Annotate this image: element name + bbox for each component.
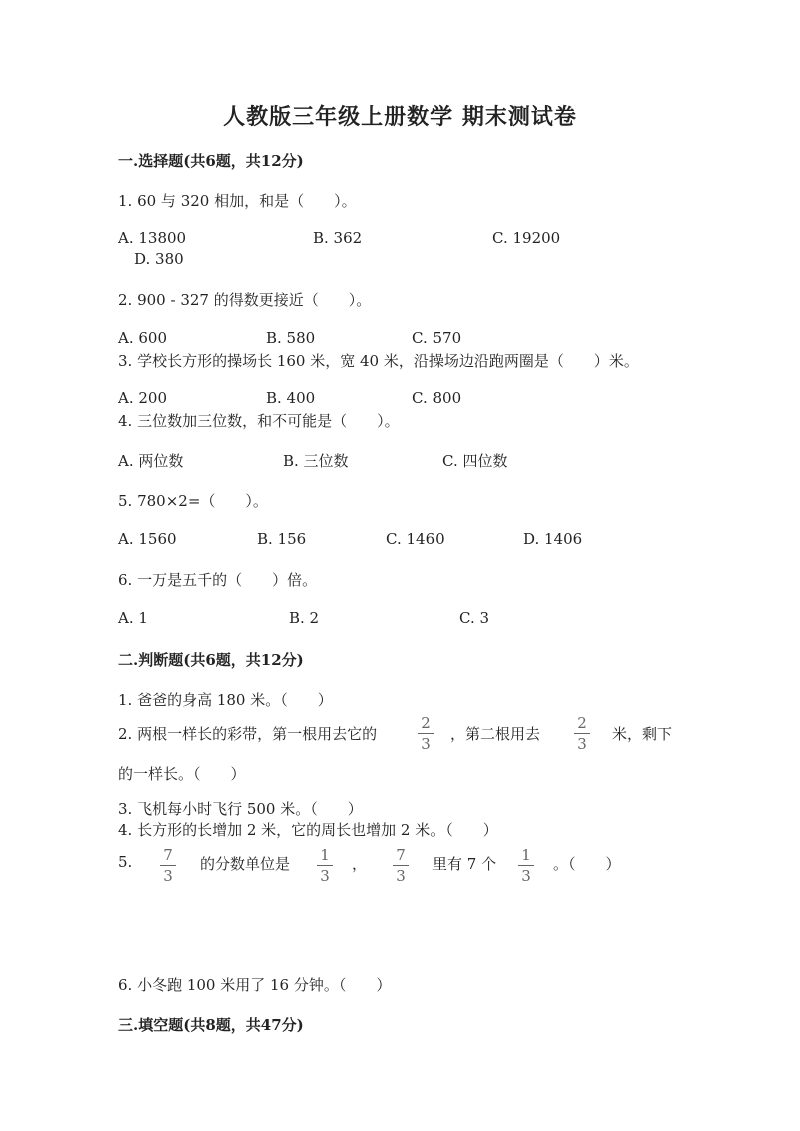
judge-question-5-number: 5. bbox=[118, 853, 133, 871]
judge-question-5-text2: 里有 7 个 bbox=[432, 855, 497, 873]
question-5: 5. 780×2=（ ）。 bbox=[118, 492, 268, 510]
option-a: A. 1 bbox=[118, 609, 148, 627]
judge-question-1: 1. 爸爸的身高 180 米。（ ） bbox=[118, 691, 333, 709]
option-b: B. 三位数 bbox=[283, 452, 349, 470]
judge-question-5-end: 。（ ） bbox=[553, 855, 621, 873]
option-b: B. 400 bbox=[266, 389, 316, 407]
option-d: D. 1406 bbox=[523, 530, 583, 548]
judge-question-2-part2: ，第二根用去 bbox=[450, 725, 541, 743]
option-b: B. 362 bbox=[313, 229, 363, 247]
fraction: 7 3 bbox=[160, 847, 176, 884]
option-b: B. 156 bbox=[257, 530, 307, 548]
section-heading-judge: 二.判断题(共6题，共12分) bbox=[118, 651, 304, 669]
judge-question-2-part1: 2. 两根一样长的彩带，第一根用去它的 bbox=[118, 725, 378, 743]
option-c: C. 1460 bbox=[386, 530, 445, 548]
fraction: 7 3 bbox=[393, 847, 409, 884]
option-d: D. 380 bbox=[134, 250, 184, 268]
option-b: B. 2 bbox=[289, 609, 320, 627]
option-a: A. 600 bbox=[118, 329, 167, 347]
fraction: 2 3 bbox=[418, 715, 434, 752]
judge-question-5-text1: 的分数单位是 bbox=[200, 855, 291, 873]
question-6: 6. 一万是五千的（ ）倍。 bbox=[118, 571, 318, 589]
option-c: C. 800 bbox=[412, 389, 462, 407]
section-heading-fill: 三.填空题(共8题，共47分) bbox=[118, 1016, 304, 1034]
fraction: 1 3 bbox=[518, 847, 534, 884]
option-a: A. 200 bbox=[118, 389, 167, 407]
option-a: A. 两位数 bbox=[118, 452, 184, 470]
judge-question-2-part3: 米，剩下 bbox=[612, 725, 673, 743]
section-heading-choice: 一.选择题(共6题，共12分) bbox=[118, 152, 304, 170]
question-2: 2. 900 - 327 的得数更接近（ ）。 bbox=[118, 291, 372, 309]
judge-question-6: 6. 小冬跑 100 米用了 16 分钟。（ ） bbox=[118, 976, 392, 994]
option-a: A. 13800 bbox=[118, 229, 187, 247]
judge-question-2-line2: 的一样长。（ ） bbox=[118, 765, 246, 783]
option-c: C. 3 bbox=[459, 609, 490, 627]
option-c: C. 19200 bbox=[492, 229, 561, 247]
option-c: C. 570 bbox=[412, 329, 462, 347]
fraction: 1 3 bbox=[317, 847, 333, 884]
question-3: 3. 学校长方形的操场长 160 米，宽 40 米，沿操场边沿跑两圈是（ ）米。 bbox=[118, 352, 639, 370]
fraction: 2 3 bbox=[574, 715, 590, 752]
option-b: B. 580 bbox=[266, 329, 316, 347]
judge-question-4: 4. 长方形的长增加 2 米，它的周长也增加 2 米。（ ） bbox=[118, 821, 498, 839]
judge-question-5-comma: ， bbox=[352, 855, 368, 873]
question-1: 1. 60 与 320 相加，和是（ ）。 bbox=[118, 192, 357, 210]
option-a: A. 1560 bbox=[118, 530, 177, 548]
question-4: 4. 三位数加三位数，和不可能是（ ）。 bbox=[118, 412, 400, 430]
judge-question-3: 3. 飞机每小时飞行 500 米。（ ） bbox=[118, 800, 363, 818]
page-title: 人教版三年级上册数学 期末测试卷 bbox=[223, 104, 577, 130]
option-c: C. 四位数 bbox=[442, 452, 508, 470]
